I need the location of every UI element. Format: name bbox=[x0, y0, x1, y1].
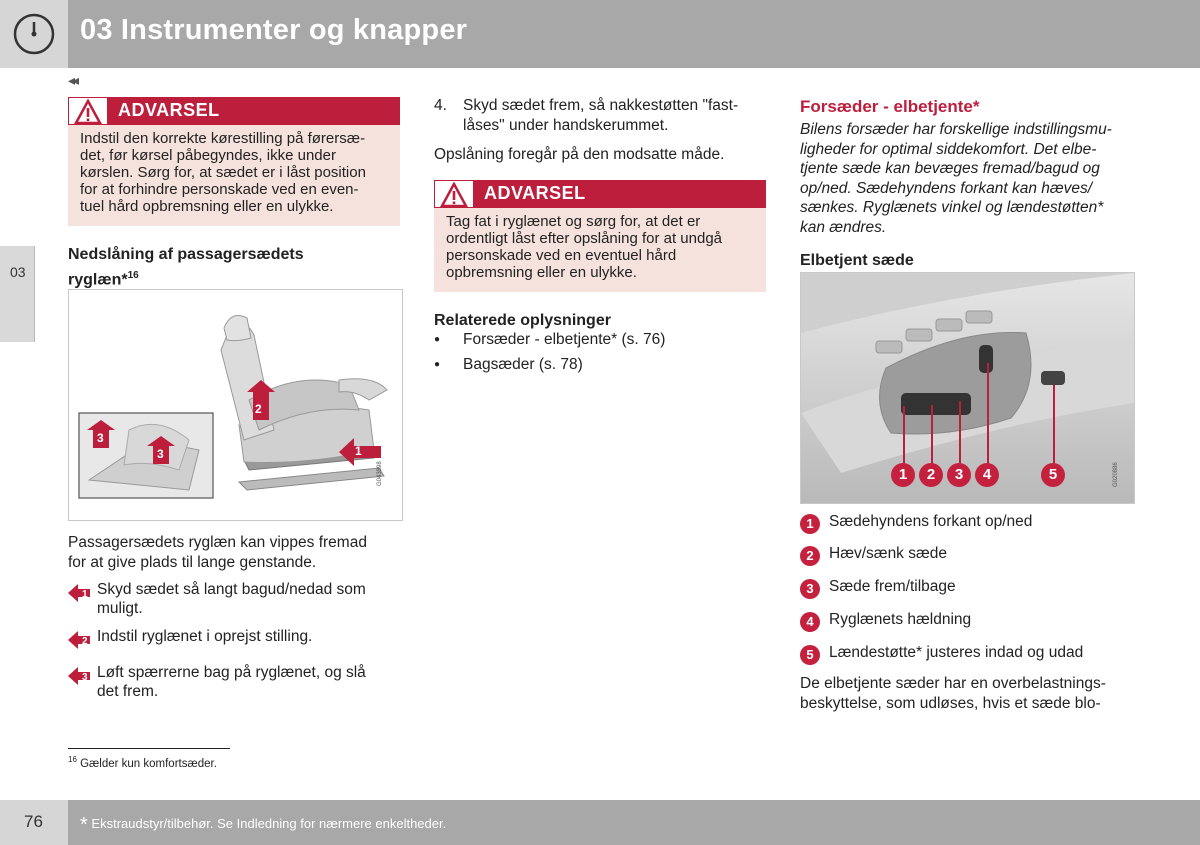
legend-text: Sæde frem/tilbage bbox=[829, 578, 956, 595]
step-line: Skyd sædet så langt bagud/nedad som bbox=[97, 581, 366, 598]
callout-4: 4 bbox=[975, 463, 999, 487]
seat-fold-figure bbox=[68, 289, 403, 521]
step-2-badge-icon bbox=[68, 631, 90, 649]
related-heading: Relaterede oplysninger bbox=[434, 312, 611, 329]
section-title: Forsæder - elbetjente* bbox=[800, 97, 980, 116]
page-title: 03 Instrumenter og knapper bbox=[80, 14, 468, 46]
legend-badge-5: 5 bbox=[800, 645, 820, 665]
asterisk-icon: * bbox=[80, 814, 88, 836]
warning-text bbox=[68, 125, 400, 224]
warning-line: Indstil den korrekte kørestilling på førersæ- bbox=[80, 130, 366, 147]
footnote-ref[interactable]: 16 bbox=[127, 270, 139, 281]
warning-line: Tag fat i ryglænet og sørg for, at det er bbox=[446, 213, 701, 230]
header-icon-box bbox=[0, 0, 68, 68]
paragraph-line: op/ned. Sædehyndens forkant kan hæves/ bbox=[800, 179, 1093, 197]
heading-text: ryglæn* bbox=[68, 271, 128, 289]
bullet-icon: ● bbox=[434, 334, 441, 345]
step-text bbox=[97, 580, 397, 618]
paragraph-line: ligheder for optimal siddekomfort. Det elbe- bbox=[800, 140, 1097, 158]
figure-label: 2 bbox=[255, 402, 262, 416]
figure-label: 3 bbox=[157, 447, 164, 461]
warning-text bbox=[434, 208, 766, 290]
legend-badge-4: 4 bbox=[800, 612, 820, 632]
legend-text: Lændestøtte* justeres indad og udad bbox=[829, 644, 1084, 661]
paragraph-line: Bilens forsæder har forskellige indstillingsmu- bbox=[800, 121, 1112, 138]
warning-line: ordentligt låst efter opslåning for at undgå bbox=[446, 230, 723, 247]
svg-text:3: 3 bbox=[82, 672, 88, 683]
heading-line bbox=[68, 265, 398, 290]
figure-label: 1 bbox=[355, 444, 362, 458]
step-4-number: 4. bbox=[434, 97, 447, 114]
callout-1: 1 bbox=[891, 463, 915, 487]
legend-badge-1: 1 bbox=[800, 514, 820, 534]
related-link[interactable]: Bagsæder (s. 78) bbox=[463, 356, 583, 373]
warning-line: opbremsning eller en ulykke. bbox=[446, 264, 637, 281]
bullet-icon: ● bbox=[434, 359, 441, 370]
back-nav-icon[interactable]: ◂◂ bbox=[68, 72, 77, 88]
step-text bbox=[97, 663, 397, 701]
outro-paragraph bbox=[800, 674, 1140, 714]
step-line: det frem. bbox=[97, 683, 159, 700]
intro-paragraph bbox=[800, 120, 1140, 237]
legend-text: Sædehyndens forkant op/ned bbox=[829, 513, 1033, 530]
warning-triangle-icon bbox=[68, 97, 108, 125]
related-link[interactable]: Forsæder - elbetjente* (s. 76) bbox=[463, 331, 666, 348]
svg-text:1: 1 bbox=[82, 589, 88, 600]
warning-title: ADVARSEL bbox=[118, 100, 220, 120]
figure-code: G043898 bbox=[377, 461, 383, 486]
seat-controls-figure bbox=[800, 272, 1135, 504]
warning-box bbox=[68, 97, 400, 226]
callout-3: 3 bbox=[947, 463, 971, 487]
footnote-text: Gælder kun komfortsæder. bbox=[80, 757, 217, 770]
section-heading bbox=[68, 244, 398, 290]
warning-triangle-icon bbox=[434, 180, 474, 208]
warning-line: for at forhindre personskade ved en even- bbox=[80, 181, 359, 198]
step-text bbox=[97, 627, 397, 646]
figure-code: G020886 bbox=[1113, 462, 1119, 487]
step-3-badge-icon bbox=[68, 667, 90, 685]
chapter-tab-label: 03 bbox=[10, 264, 26, 280]
paragraph-line: tjente sæde kan bevæges fremad/bagud og bbox=[800, 160, 1100, 177]
legend-text: Ryglænets hældning bbox=[829, 611, 972, 628]
page-number: 76 bbox=[24, 812, 43, 831]
step-line: låses" under handskerummet. bbox=[463, 117, 669, 134]
warning-box bbox=[434, 180, 766, 292]
warning-header bbox=[68, 97, 400, 125]
warning-line: kørslen. Sørg for, at sædet er i låst position bbox=[80, 164, 366, 181]
paragraph-line: sænkes. Ryglænets vinkel og lændestøtten* bbox=[800, 199, 1104, 216]
paragraph-line: Passagersædets ryglæn kan vippes fremad bbox=[68, 534, 367, 551]
chapter-tab[interactable] bbox=[0, 246, 35, 342]
warning-line: personskade ved en eventuel hård bbox=[446, 247, 677, 264]
step-line: Skyd sædet frem, så nakkestøtten "fast- bbox=[463, 97, 739, 114]
svg-text:2: 2 bbox=[82, 636, 88, 647]
speedometer-icon bbox=[0, 0, 68, 68]
paragraph-line: kan ændres. bbox=[800, 218, 887, 236]
legend-text: Hæv/sænk sæde bbox=[829, 545, 948, 562]
intro-paragraph bbox=[68, 533, 398, 573]
step-4-text bbox=[463, 96, 763, 136]
legend-badge-3: 3 bbox=[800, 579, 820, 599]
step-line: Indstil ryglænet i oprejst stilling. bbox=[97, 628, 313, 645]
paragraph-line: beskyttelse, som udløses, hvis et sæde blo- bbox=[800, 695, 1101, 712]
subheading: Elbetjent sæde bbox=[800, 252, 914, 269]
paragraph: Opslåning foregår på den modsatte måde. bbox=[434, 146, 725, 163]
callout-5: 5 bbox=[1041, 463, 1065, 487]
step-line: muligt. bbox=[97, 600, 143, 617]
footnote-divider bbox=[68, 748, 230, 749]
warning-title: ADVARSEL bbox=[484, 183, 586, 203]
step-1-badge-icon bbox=[68, 584, 90, 602]
paragraph-line: for at give plads til lange genstande. bbox=[68, 554, 317, 571]
footnote bbox=[68, 755, 217, 770]
heading-line: Nedslåning af passagersædets bbox=[68, 246, 304, 263]
seat-illustration bbox=[69, 290, 402, 520]
paragraph-line: De elbetjente sæder har en overbelastnings- bbox=[800, 675, 1106, 692]
callout-2: 2 bbox=[919, 463, 943, 487]
warning-header bbox=[434, 180, 766, 208]
warning-line: det, før kørsel påbegyndes, ikke under bbox=[80, 147, 336, 164]
footnote-number: 16 bbox=[68, 755, 77, 764]
warning-line: tuel hård opbremsning eller en ulykke. bbox=[80, 198, 334, 215]
footer-note bbox=[80, 814, 446, 837]
step-line: Løft spærrerne bag på ryglænet, og slå bbox=[97, 664, 366, 681]
footer-text: Ekstraudstyr/tilbehør. Se Indledning for nærmere enkeltheder. bbox=[91, 816, 447, 831]
legend-badge-2: 2 bbox=[800, 546, 820, 566]
figure-label: 3 bbox=[97, 431, 104, 445]
